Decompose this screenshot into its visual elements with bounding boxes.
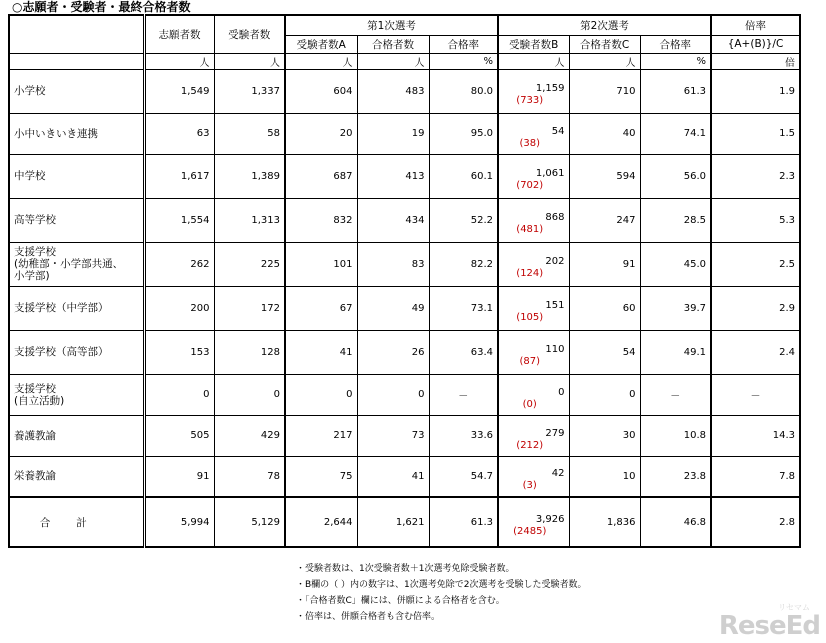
examinees-cell: 5,129 [214,497,285,547]
header-pass-rate-2: 合格率 [640,35,711,53]
header-examinees: 受験者数 [214,15,285,53]
row-label-text: 小中いきいき連携 [14,127,98,140]
examinees-b-cell [498,374,569,415]
table-row [9,286,800,330]
row-label [9,154,144,198]
header-examinees-b: 受験者数B [498,35,569,53]
row-label [9,374,144,415]
examinees-cell: 58 [214,113,285,154]
examinees-b-cell [498,415,569,456]
examinees-b-cell [498,497,569,547]
pass-rate-2-cell: 10.8 [640,415,711,456]
passed-1-cell: 83 [357,242,429,286]
passed-1-cell: 483 [357,69,429,113]
unit-cell: 人 [144,53,214,69]
examinees-b-value: 42 [551,468,565,480]
note-line: ・受験者数は、1次受験者数＋1次選考免除受験者数。 [296,564,515,574]
table-row [9,456,800,497]
row-label-text: 高等学校 [14,214,56,226]
unit-cell: 人 [498,53,569,69]
header-second-stage: 第2次選考 [498,15,711,35]
pass-rate-2-cell: 56.0 [640,154,711,198]
header-ratio-formula: {A+(B)}/C [711,35,800,53]
row-label-text: 支援学校 (幼稚部・小学部共通、 小学部) [14,246,124,282]
row-label [9,456,144,497]
examinees-b-cell [498,69,569,113]
passed-1-cell: 19 [357,113,429,154]
passed-c-cell: 247 [569,198,640,242]
passed-c-cell: 1,836 [569,497,640,547]
exempt-examinees-value: (702) [516,180,544,191]
examinees-a-cell: 41 [285,330,357,374]
ratio-cell: 14.3 [711,415,800,456]
applicants-cell: 262 [144,242,214,286]
exempt-examinees-value: (212) [516,439,544,451]
examinees-a-cell: 67 [285,286,357,330]
exempt-examinees-value: (124) [516,268,544,279]
passed-1-cell: 434 [357,198,429,242]
results-table [8,14,801,548]
exempt-examinees-value: (38) [519,137,541,149]
passed-1-cell: 0 [357,374,429,415]
row-label [9,286,144,330]
unit-cell: 人 [357,53,429,69]
pass-rate-2-cell: 45.0 [640,242,711,286]
exempt-examinees-value: (3) [522,480,537,492]
table-row [9,198,800,242]
examinees-b-cell [498,198,569,242]
applicants-cell: 505 [144,415,214,456]
row-label-text: 支援学校（高等部） [14,346,109,358]
examinees-b-value: 202 [545,256,565,267]
exempt-examinees-value: (481) [516,224,544,235]
ratio-cell: 2.8 [711,497,800,547]
unit-blank [9,53,144,69]
table-row [9,374,800,415]
row-label-text: 小学校 [14,85,46,97]
passed-1-cell: 1,621 [357,497,429,547]
examinees-b-value: 0 [558,386,565,398]
examinees-b-value: 868 [545,212,565,223]
examinees-cell: 128 [214,330,285,374]
examinees-b-cell [498,330,569,374]
examinees-b-value: 110 [545,344,565,355]
header-blank [9,15,144,53]
exempt-examinees-value: (87) [519,356,541,367]
row-label-text: 支援学校（中学部） [14,302,109,314]
examinees-cell: 429 [214,415,285,456]
passed-c-cell: 594 [569,154,640,198]
row-label-text: 養護教諭 [14,429,56,442]
applicants-cell: 153 [144,330,214,374]
passed-c-cell: 91 [569,242,640,286]
row-label [9,242,144,286]
header-applicants: 志願者数 [144,15,214,53]
examinees-a-cell: 0 [285,374,357,415]
pass-rate-1-cell: 54.7 [429,456,498,497]
ratio-cell: 2.4 [711,330,800,374]
pass-rate-2-cell: 74.1 [640,113,711,154]
watermark-kana: リセマム [778,603,810,612]
passed-1-cell: 26 [357,330,429,374]
applicants-cell: 63 [144,113,214,154]
ratio-cell: 2.5 [711,242,800,286]
header-passed-1: 合格者数 [357,35,429,53]
header-first-stage: 第1次選考 [285,15,498,35]
applicants-cell: 200 [144,286,214,330]
applicants-cell: 5,994 [144,497,214,547]
note-line: ・倍率は、併願合格者も含む倍率。 [296,612,441,622]
pass-rate-2-cell: 28.5 [640,198,711,242]
passed-1-cell: 73 [357,415,429,456]
examinees-a-cell: 2,644 [285,497,357,547]
pass-rate-1-cell: － [429,374,498,415]
total-label [9,497,144,547]
pass-rate-2-cell: 23.8 [640,456,711,497]
row-label-text: 支援学校 (自立活動) [14,382,65,407]
examinees-a-cell: 604 [285,69,357,113]
ratio-cell: 2.3 [711,154,800,198]
note-line: ・B欄の（ ）内の数字は、1次選考免除で2次選考を受験した受験者数。 [296,580,587,590]
examinees-b-value: 1,061 [535,168,565,179]
pass-rate-1-cell: 73.1 [429,286,498,330]
unit-cell: 人 [285,53,357,69]
page-title: ○志願者・受験者・最終合格者数 [12,0,191,14]
row-label-text: 中学校 [14,170,46,182]
examinees-cell: 172 [214,286,285,330]
examinees-cell: 78 [214,456,285,497]
examinees-b-cell [498,113,569,154]
row-label [9,330,144,374]
examinees-a-cell: 101 [285,242,357,286]
passed-c-cell: 54 [569,330,640,374]
row-label [9,415,144,456]
pass-rate-1-cell: 95.0 [429,113,498,154]
row-label-text: 栄養教諭 [14,470,56,483]
table-row [9,113,800,154]
exempt-examinees-value: (0) [522,398,537,410]
ratio-cell: 2.9 [711,286,800,330]
passed-1-cell: 49 [357,286,429,330]
header-passed-c: 合格者数C [569,35,640,53]
examinees-cell: 0 [214,374,285,415]
unit-cell: % [429,53,498,69]
examinees-a-cell: 687 [285,154,357,198]
total-row [9,497,800,547]
pass-rate-1-cell: 80.0 [429,69,498,113]
unit-cell: 倍 [711,53,800,69]
table-row [9,415,800,456]
examinees-cell: 225 [214,242,285,286]
examinees-a-cell: 217 [285,415,357,456]
passed-1-cell: 413 [357,154,429,198]
watermark-logo: ReseEd [718,611,820,641]
table-row [9,69,800,113]
examinees-a-cell: 20 [285,113,357,154]
examinees-b-cell [498,286,569,330]
pass-rate-2-cell: 49.1 [640,330,711,374]
pass-rate-1-cell: 52.2 [429,198,498,242]
examinees-cell: 1,313 [214,198,285,242]
examinees-cell: 1,389 [214,154,285,198]
passed-c-cell: 40 [569,113,640,154]
ratio-cell: 7.8 [711,456,800,497]
passed-1-cell: 41 [357,456,429,497]
passed-c-cell: 10 [569,456,640,497]
passed-c-cell: 710 [569,69,640,113]
applicants-cell: 0 [144,374,214,415]
examinees-cell: 1,337 [214,69,285,113]
note-line: ・「合格者数C」欄には、併願による合格者を含む。 [296,596,505,606]
pass-rate-2-cell: 46.8 [640,497,711,547]
notes [296,561,587,625]
pass-rate-1-cell: 33.6 [429,415,498,456]
ratio-cell: 1.9 [711,69,800,113]
pass-rate-2-cell: 39.7 [640,286,711,330]
unit-cell: 人 [569,53,640,69]
examinees-b-value: 54 [551,125,565,137]
table-row [9,330,800,374]
passed-c-cell: 0 [569,374,640,415]
unit-cell: % [640,53,711,69]
examinees-b-cell [498,242,569,286]
applicants-cell: 1,554 [144,198,214,242]
pass-rate-2-cell: 61.3 [640,69,711,113]
passed-c-cell: 30 [569,415,640,456]
header-pass-rate-1: 合格率 [429,35,498,53]
ratio-cell: － [711,374,800,415]
passed-c-cell: 60 [569,286,640,330]
pass-rate-1-cell: 63.4 [429,330,498,374]
table-row [9,154,800,198]
examinees-b-value: 151 [545,300,565,311]
pass-rate-1-cell: 82.2 [429,242,498,286]
examinees-b-value: 3,926 [535,514,565,525]
ratio-cell: 1.5 [711,113,800,154]
header-ratio: 倍率 [711,15,800,35]
pass-rate-1-cell: 60.1 [429,154,498,198]
unit-cell: 人 [214,53,285,69]
applicants-cell: 1,617 [144,154,214,198]
examinees-b-value: 1,159 [535,83,565,94]
exempt-examinees-value: (105) [516,312,544,323]
exempt-examinees-value: (2485) [513,526,547,537]
examinees-b-value: 279 [545,427,565,439]
applicants-cell: 91 [144,456,214,497]
row-label [9,69,144,113]
row-label [9,198,144,242]
row-label [9,113,144,154]
ratio-cell: 5.3 [711,198,800,242]
examinees-b-cell [498,154,569,198]
pass-rate-1-cell: 61.3 [429,497,498,547]
applicants-cell: 1,549 [144,69,214,113]
exempt-examinees-value: (733) [516,95,544,106]
examinees-a-cell: 832 [285,198,357,242]
pass-rate-2-cell: － [640,374,711,415]
row-label-text: 合計 [39,516,113,529]
examinees-a-cell: 75 [285,456,357,497]
header-examinees-a: 受験者数A [285,35,357,53]
table-row [9,242,800,286]
examinees-b-cell [498,456,569,497]
